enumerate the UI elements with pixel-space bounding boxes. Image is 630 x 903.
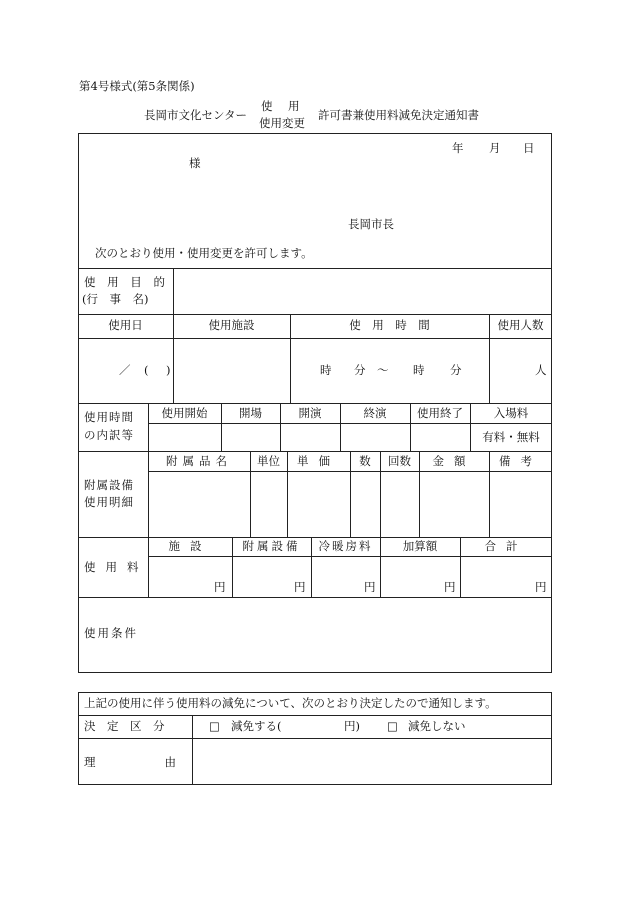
time-tilde: ～ — [377, 363, 389, 377]
form-number: 第4号様式(第5条関係) — [79, 79, 195, 93]
purpose-label-line1: 使 用 目 的 — [84, 275, 169, 289]
col-unit-price: 単価 — [297, 454, 340, 468]
permission-text: 次のとおり使用・使用変更を許可します。 — [95, 246, 313, 260]
exempt-option: 減免する( — [231, 719, 282, 733]
time-minute-end: 分 — [450, 363, 462, 377]
col-quantity: 数 — [359, 454, 371, 468]
no-exempt-checkbox[interactable]: □ — [387, 719, 398, 733]
col-times: 回数 — [388, 454, 411, 468]
decision-notice: 上記の使用に伴う使用料の減免について、次のとおり決定したので通知します。 — [84, 696, 497, 710]
time-minute-start: 分 — [354, 363, 366, 377]
decision-category-label: 決 定 区 分 — [84, 719, 165, 733]
date-day: 日 — [523, 141, 535, 155]
people-unit: 人 — [535, 363, 547, 377]
exempt-unit: 円) — [344, 719, 360, 733]
surcharge-yen: 円 — [444, 580, 456, 594]
type-option-change: 使用変更 — [259, 116, 305, 130]
equipment-label-line2: 使用明細 — [84, 495, 134, 509]
purpose-label-line2: (行 事 名) — [82, 292, 149, 306]
breakdown-label-line2: の内訳等 — [84, 428, 134, 442]
total-yen: 円 — [535, 580, 547, 594]
col-equipment-fee: 附属設備 — [242, 539, 301, 553]
time-hour-start: 時 — [320, 363, 332, 377]
exempt-checkbox[interactable]: □ — [209, 719, 220, 733]
no-exempt-option: 減免しない — [408, 719, 466, 733]
col-curtain-up: 開演 — [298, 406, 322, 420]
conditions-value[interactable] — [152, 601, 546, 669]
date-year: 年 — [452, 141, 464, 155]
type-option-use: 使 用 — [261, 99, 302, 113]
date-weekday: ( ) — [144, 363, 174, 377]
col-use-facility: 使用施設 — [208, 318, 255, 332]
col-use-start: 使用開始 — [161, 406, 208, 420]
col-aircon-fee: 冷暖房料 — [318, 539, 373, 553]
col-remarks: 備考 — [499, 454, 542, 468]
col-curtain-down: 終演 — [363, 406, 387, 420]
col-total: 合計 — [484, 539, 528, 553]
reason-label: 理 由 — [84, 755, 176, 769]
date-month: 月 — [489, 141, 501, 155]
issuer-name: 長岡市長 — [348, 217, 394, 231]
reason-value[interactable] — [196, 742, 546, 780]
equipment-label-line1: 附属設備 — [84, 478, 134, 492]
document-title: 許可書兼使用料減免決定通知書 — [318, 108, 479, 122]
date-slash: ／ — [119, 363, 131, 377]
breakdown-label-line1: 使用時間 — [84, 410, 134, 424]
equipment-fee-yen: 円 — [294, 580, 306, 594]
facility-name: 長岡市文化センター — [144, 108, 248, 122]
col-unit: 単位 — [257, 454, 280, 468]
col-doors-open: 開場 — [239, 406, 262, 420]
fees-label: 使用料 — [84, 560, 149, 574]
conditions-label: 使用条件 — [84, 626, 138, 640]
col-people: 使用人数 — [497, 318, 544, 332]
col-surcharge: 加算額 — [402, 539, 438, 553]
col-use-end: 使用終了 — [417, 406, 463, 420]
purpose-value[interactable] — [176, 272, 546, 310]
admission-fee-options: 有料・無料 — [482, 430, 540, 444]
col-use-time: 使 用 時 間 — [349, 318, 430, 332]
recipient-suffix: 様 — [189, 156, 201, 170]
col-item-name: 附属品名 — [166, 454, 232, 468]
col-admission: 入場料 — [493, 406, 529, 420]
col-amount: 金額 — [432, 454, 476, 468]
col-use-date: 使用日 — [108, 318, 143, 332]
facility-fee-yen: 円 — [214, 580, 226, 594]
col-facility-fee: 施設 — [168, 539, 212, 553]
time-hour-end: 時 — [413, 363, 425, 377]
aircon-fee-yen: 円 — [364, 580, 376, 594]
